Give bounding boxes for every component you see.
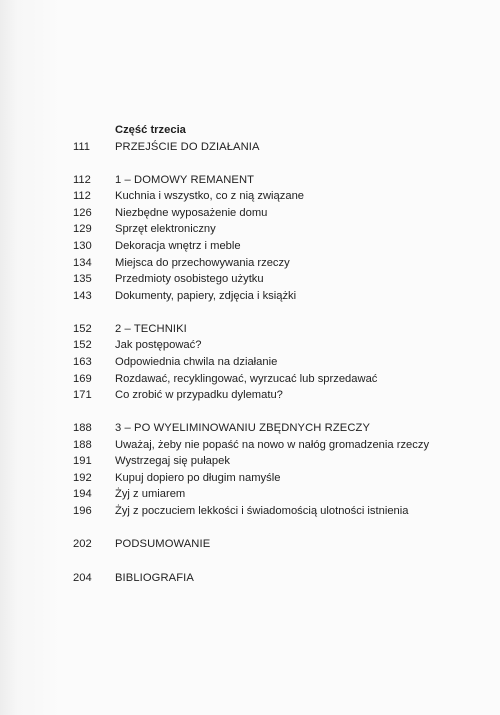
spacer (0, 304, 500, 320)
toc-entry-title: Jak postępować? (115, 339, 202, 352)
toc-entry-title: Kuchnia i wszystko, co z nią związane (115, 190, 305, 203)
toc-entry-title: Wystrzegaj się pułapek (115, 455, 230, 468)
toc-page-number: 169 (73, 372, 92, 385)
toc-entry-title: Żyj z umiarem (115, 488, 186, 501)
toc-page-number: 129 (73, 223, 92, 236)
toc-entry-title: 3 – PO WYELIMINOWANIU ZBĘDNYCH RZECZY (115, 422, 371, 435)
toc-page-number: 126 (73, 206, 92, 219)
toc-entry (0, 205, 500, 222)
toc-entry (0, 139, 500, 156)
spacer (0, 155, 500, 171)
part-heading: Część trzecia (115, 124, 186, 136)
toc-page-number: 134 (73, 256, 92, 269)
toc-entry-title: Miejsca do przechowywania rzeczy (115, 256, 290, 269)
toc-entry (0, 337, 500, 354)
toc-page-number: 188 (73, 422, 92, 435)
toc-page-number: 152 (73, 339, 92, 352)
toc-entry (0, 172, 500, 189)
toc-page-number: 143 (73, 289, 92, 302)
toc-entry (0, 503, 500, 520)
toc-entry (0, 486, 500, 503)
toc-entry-title: PODSUMOWANIE (115, 538, 211, 551)
toc-entry (0, 271, 500, 288)
toc-entry (0, 470, 500, 487)
toc-entry-title: PRZEJŚCIE DO DZIAŁANIA (115, 140, 260, 153)
toc-page-number: 196 (73, 505, 92, 518)
toc-page-number: 204 (73, 571, 92, 584)
toc-entry (0, 453, 500, 470)
toc-entry (0, 221, 500, 238)
toc-page-number: 111 (73, 140, 91, 153)
toc-entry-title: Uważaj, żeby nie popaść na nowo w nałóg gromadzenia rzeczy (115, 438, 430, 451)
toc-entry-title: Niezbędne wyposażenie domu (115, 206, 268, 219)
part-heading-row (0, 122, 500, 139)
toc-page-number: 130 (73, 239, 92, 252)
toc-entry (0, 188, 500, 205)
toc-entry-title: Sprzęt elektroniczny (115, 223, 216, 236)
toc-page-number: 194 (73, 488, 92, 501)
toc-entry (0, 255, 500, 272)
toc-entry (0, 570, 500, 587)
toc-entry (0, 288, 500, 305)
toc-page-number: 188 (73, 438, 92, 451)
toc-entry-title: Dokumenty, papiery, zdjęcia i książki (115, 289, 297, 302)
spacer (0, 520, 500, 537)
toc-entry (0, 437, 500, 454)
table-of-contents (0, 122, 500, 586)
spacer (0, 553, 500, 570)
toc-page-number: 135 (73, 273, 92, 286)
toc-page-number: 191 (73, 455, 92, 468)
toc-entry (0, 321, 500, 338)
toc-page-number: 112 (73, 190, 91, 203)
toc-entry (0, 354, 500, 371)
spacer (0, 404, 500, 420)
toc-entry-title: Przedmioty osobistego użytku (115, 273, 264, 286)
toc-entry-title: Dekoracja wnętrz i meble (115, 239, 241, 252)
toc-entry-title: Co zrobić w przypadku dylematu? (115, 389, 283, 402)
toc-page-number: 171 (73, 389, 92, 402)
toc-entry-title: Odpowiednia chwila na działanie (115, 355, 278, 368)
toc-entry (0, 420, 500, 437)
toc-entry-title: BIBLIOGRAFIA (115, 571, 194, 584)
toc-entry (0, 238, 500, 255)
toc-entry (0, 536, 500, 553)
toc-entry-title: Kupuj dopiero po długim namyśle (115, 471, 281, 484)
toc-page-number: 152 (73, 322, 92, 335)
toc-entry (0, 371, 500, 388)
toc-entry-title: Rozdawać, recyklingować, wyrzucać lub sprzedawać (115, 372, 378, 385)
toc-entry-title: Żyj z poczuciem lekkości i świadomością ulotności istnienia (115, 505, 409, 518)
toc-page-number: 163 (73, 355, 92, 368)
toc-entry-title: 2 – TECHNIKI (115, 322, 187, 335)
toc-page-number: 202 (73, 538, 92, 551)
toc-entry-title: 1 – DOMOWY REMANENT (115, 173, 255, 186)
toc-entry (0, 387, 500, 404)
toc-page-number: 112 (73, 173, 91, 186)
toc-page-number: 192 (73, 471, 92, 484)
